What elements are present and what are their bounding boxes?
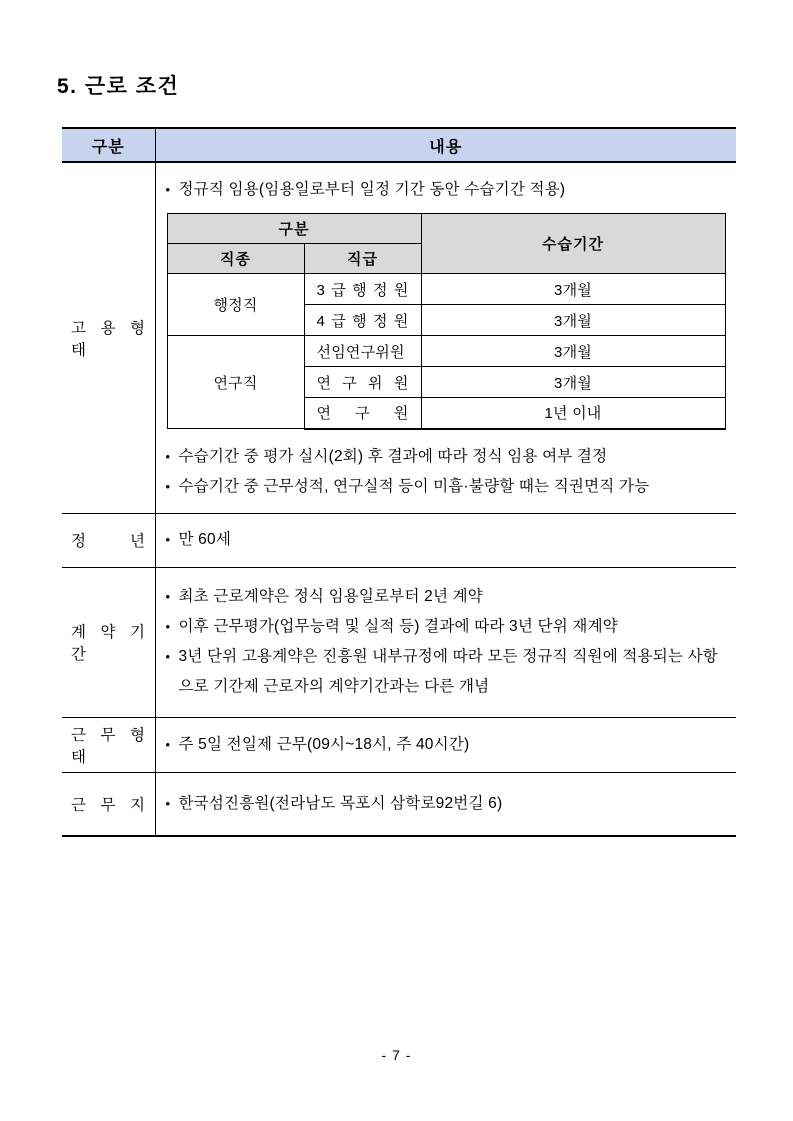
table-row [167, 274, 725, 305]
conditions-table [62, 127, 736, 837]
bullet-item: • 수습기간 중 근무성적, 연구실적 등이 미흡·불량할 때는 직권면직 가능 [163, 472, 727, 502]
table-row-work-location [62, 772, 736, 836]
row-content-contract-period [155, 567, 736, 717]
probation-period-value: 3개월 [421, 274, 725, 305]
row-label-work-location: 근 무 지 [62, 772, 155, 836]
job-grade: 4 급 행 정 원 [304, 305, 421, 336]
bullet-item: • 수습기간 중 평가 실시(2회) 후 결과에 따라 정식 임용 여부 결정 [163, 442, 727, 472]
inner-header-job-grade: 직급 [304, 244, 421, 274]
bullet-item: • 한국섬진흥원(전라남도 목포시 삼학로92번길 6) [163, 789, 727, 819]
probation-period-table [167, 213, 726, 430]
bullet-item: • 만 60세 [163, 525, 727, 555]
table-row-retirement-age [62, 513, 736, 567]
row-content-employment-type [155, 162, 736, 513]
table-header-row [62, 128, 736, 162]
inner-header-job-type: 직종 [167, 244, 304, 274]
job-grade: 선임연구위원 [304, 336, 421, 367]
column-header-category: 구분 [62, 128, 155, 162]
inner-header-row [167, 214, 725, 244]
job-type-admin: 행정직 [167, 274, 304, 336]
probation-period-value: 3개월 [421, 336, 725, 367]
inner-header-category: 구분 [167, 214, 421, 244]
bullet-item: • 3년 단위 고용계약은 진흥원 내부규정에 따라 모든 정규직 직원에 적용되는 사항으로 기간제 근로자의 계약기간과는 다른 개념 [163, 642, 727, 702]
row-label-retirement-age: 정 년 [62, 513, 155, 567]
bullet-item: • 이후 근무평가(업무능력 및 실적 등) 결과에 따라 3년 단위 재계약 [163, 612, 727, 642]
row-content-work-location [155, 772, 736, 836]
table-row-employment-type [62, 162, 736, 513]
page-number: - 7 - [381, 1047, 412, 1063]
table-row-contract-period [62, 567, 736, 717]
page-title: 5. 근로 조건 [57, 75, 180, 98]
inner-header-probation-period: 수습기간 [421, 214, 725, 274]
probation-period-value: 3개월 [421, 367, 725, 398]
row-content-retirement-age [155, 513, 736, 567]
table-row [167, 336, 725, 367]
table-row-work-schedule [62, 717, 736, 772]
row-content-work-schedule [155, 717, 736, 772]
job-type-research: 연구직 [167, 336, 304, 429]
bullet-item: • 주 5일 전일제 근무(09시~18시, 주 40시간) [163, 730, 727, 760]
job-grade: 연 구 위 원 [304, 367, 421, 398]
row-label-employment-type: 고 용 형 태 [62, 162, 155, 513]
job-grade: 3 급 행 정 원 [304, 274, 421, 305]
bullet-item: • 최초 근로계약은 정식 임용일로부터 2년 계약 [163, 582, 727, 612]
probation-period-value: 3개월 [421, 305, 725, 336]
job-grade: 연 구 원 [304, 398, 421, 429]
column-header-content: 내용 [155, 128, 736, 162]
probation-period-value: 1년 이내 [421, 398, 725, 429]
row-label-contract-period: 계 약 기 간 [62, 567, 155, 717]
bullet-item: • 정규직 임용(임용일로부터 일정 기간 동안 수습기간 적용) [163, 175, 727, 205]
row-label-work-schedule: 근 무 형 태 [62, 717, 155, 772]
